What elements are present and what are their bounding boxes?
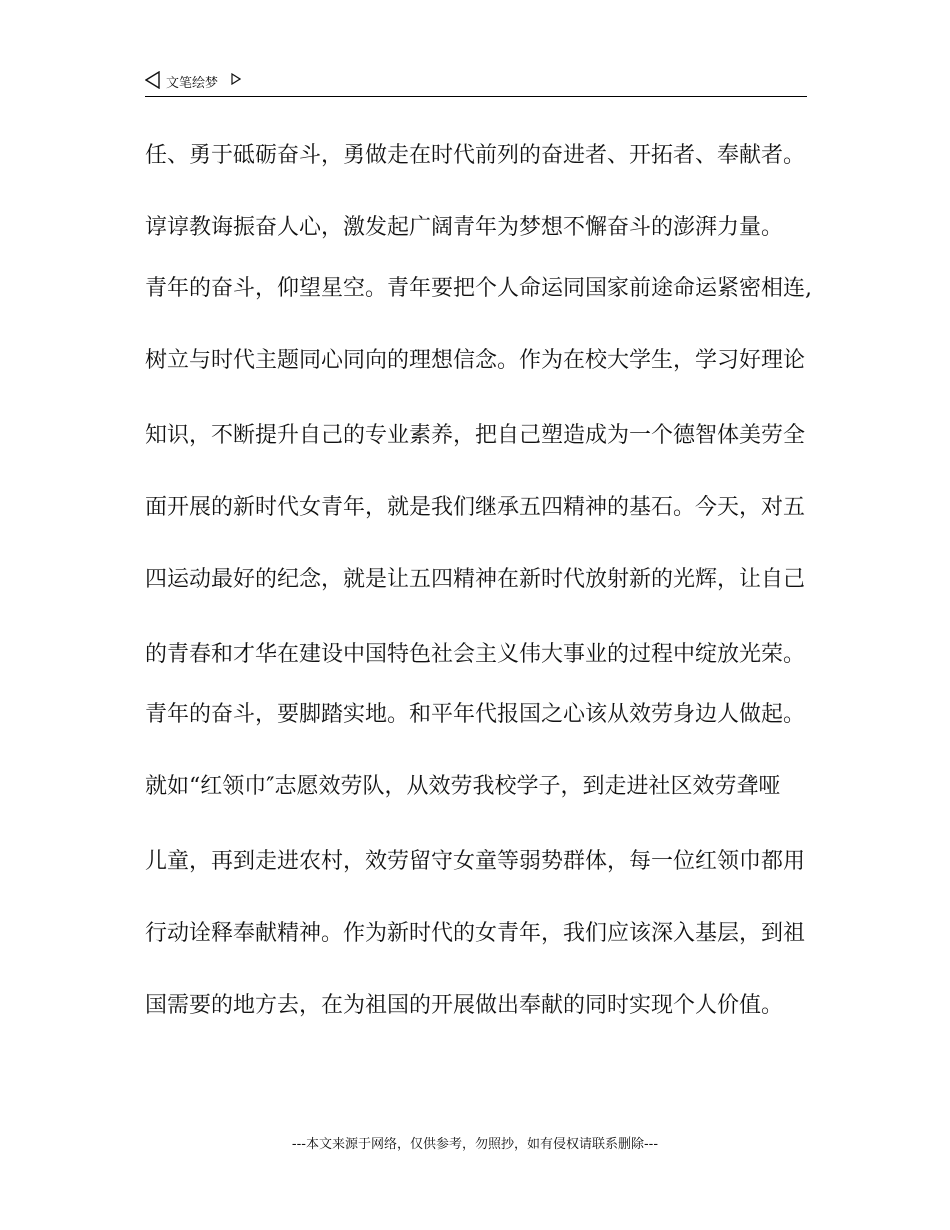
body-line-13: 国需要的地方去，在为祖国的开展做出奉献的同时实现个人价值。 — [145, 993, 784, 1018]
page-header — [145, 70, 807, 97]
body-line-3: 青年的奋斗，仰望星空。青年要把个人命运同国家前途命运紧密相连, — [145, 276, 812, 301]
body-line-10: 就如“红领巾″志愿效劳队，从效劳我校学子，到走进社区效劳聋哑 — [145, 774, 781, 799]
body-line-7: 四运动最好的纪念，就是让五四精神在新时代放射新的光辉，让自己 — [145, 567, 806, 592]
body-line-12: 行动诠释奉献精神。作为新时代的女青年，我们应该深入基层，到祖 — [145, 921, 806, 946]
body-line-9: 青年的奋斗，要脚踏实地。和平年代报国之心该从效劳身边人做起。 — [145, 702, 806, 727]
body-line-1: 任、勇于砥砺奋斗，勇做走在时代前列的奋进者、开拓者、奉献者。 — [145, 143, 806, 168]
body-line-11: 儿童，再到走进农村，效劳留守女童等弱势群体，每一位红领巾都用 — [145, 849, 806, 874]
body-line-6: 面开展的新时代女青年，就是我们继承五四精神的基石。今天，对五 — [145, 495, 806, 520]
triangle-left-outline-icon — [145, 71, 161, 89]
body-line-5: 知识，不断提升自己的专业素养，把自己塑造成为一个德智体美劳全 — [145, 423, 806, 448]
body-line-8: 的青春和才华在建设中国特色社会主义伟大事业的过程中绽放光荣。 — [145, 642, 806, 667]
header-title: 文笔绘梦 — [166, 76, 219, 91]
triangle-right-outline-icon — [231, 73, 241, 85]
body-line-4: 树立与时代主题同心同向的理想信念。作为在校大学生，学习好理论 — [145, 348, 806, 373]
body-line-2: 谆谆教诲振奋人心，激发起广阔青年为梦想不懈奋斗的澎湃力量。 — [145, 215, 784, 240]
footer-disclaimer: ---本文来源于网络，仅供参考，勿照抄，如有侵权请联系删除--- — [291, 1137, 659, 1152]
